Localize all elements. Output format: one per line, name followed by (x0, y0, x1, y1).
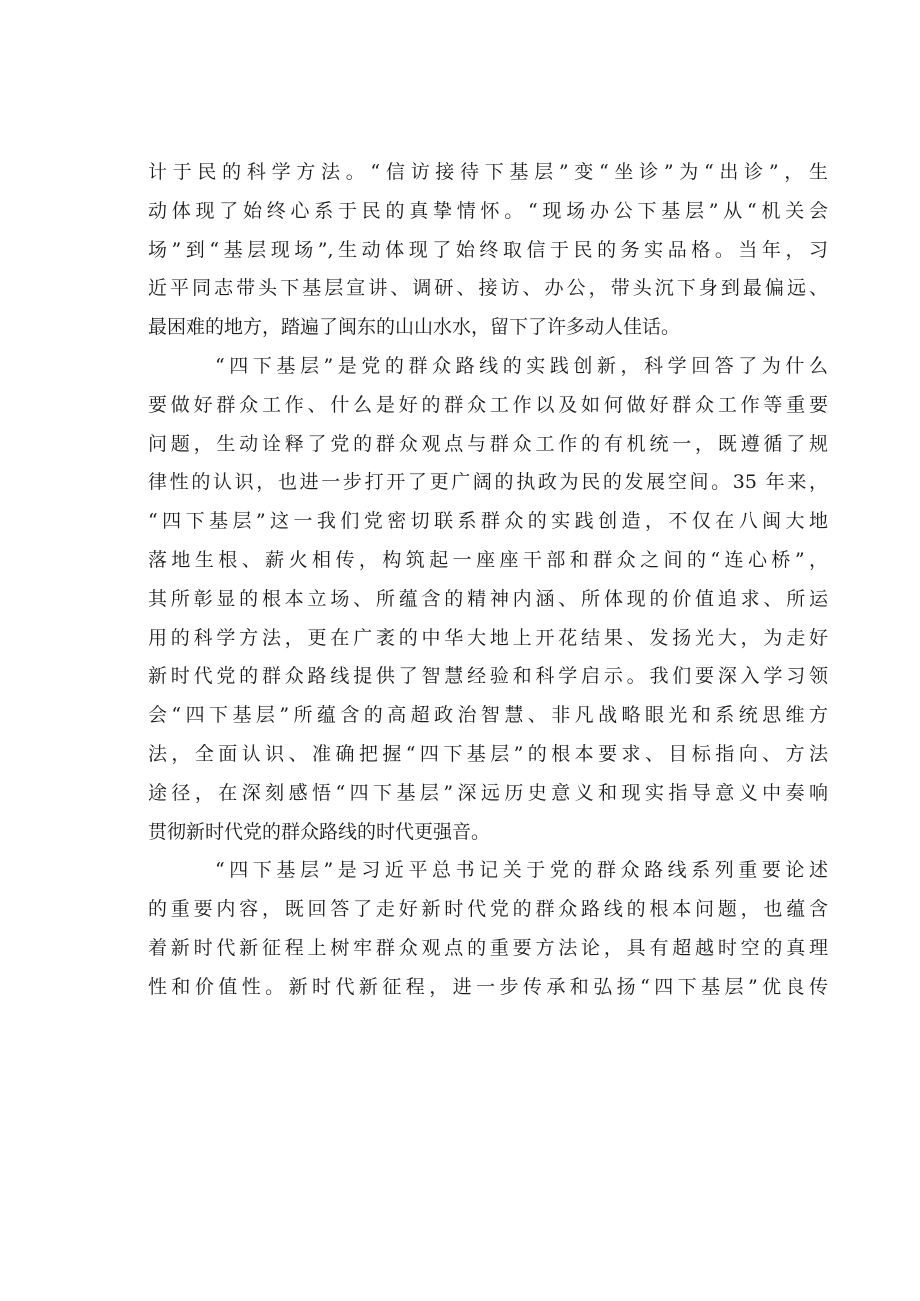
text-line: 用的科学方法，更在广袤的中华大地上开花结果、发扬光大，为走好 (148, 626, 828, 649)
text-line: 性和价值性。新时代新征程，进一步传承和弘扬“四下基层”优良传 (148, 975, 828, 998)
text-line: “四下基层”是习近平总书记关于党的群众路线系列重要论述 (215, 859, 828, 882)
paragraph-3 (148, 851, 828, 1006)
text-line: 动体现了始终心系于民的真挚情怀。“现场办公下基层”从“机关会 (148, 199, 828, 222)
text-line: 新时代党的群众路线提供了智慧经验和科学启示。我们要深入学习领 (148, 665, 828, 688)
body-text (148, 153, 828, 1007)
text-line: 着新时代新征程上树牢群众观点的重要方法论，具有超越时空的真理 (148, 936, 828, 959)
paragraph-1 (148, 153, 828, 347)
text-line: 贯彻新时代党的群众路线的时代更强音。 (148, 820, 491, 843)
text-line: 律性的认识，也进一步打开了更广阔的执政为民的发展空间。35 年来， (148, 471, 828, 494)
text-line: 问题，生动诠释了党的群众观点与群众工作的有机统一，既遵循了规 (148, 432, 828, 455)
text-line: 计于民的科学方法。“信访接待下基层”变“坐诊”为“出诊”，生 (148, 161, 828, 183)
text-line: 的重要内容，既回答了走好新时代党的群众路线的根本问题，也蕴含 (148, 898, 828, 921)
paragraph-2 (148, 347, 828, 851)
text-line: 会“四下基层”所蕴含的高超政治智慧、非凡战略眼光和系统思维方 (148, 704, 828, 727)
text-line: “四下基层”是党的群众路线的实践创新，科学回答了为什么 (215, 354, 828, 377)
text-line: 近平同志带头下基层宣讲、调研、接访、办公，带头沉下身到最偏远、 (148, 277, 828, 300)
text-line: “四下基层”这一我们党密切联系群众的实践创造，不仅在八闽大地 (148, 510, 828, 533)
text-line: 场”到“基层现场”,生动体现了始终取信于民的务实品格。当年，习 (148, 238, 828, 261)
text-line: 要做好群众工作、什么是好的群众工作以及如何做好群众工作等重要 (148, 393, 828, 416)
text-line: 途径，在深刻感悟“四下基层”深远历史意义和现实指导意义中奏响 (148, 781, 828, 804)
text-line: 落地生根、薪火相传，构筑起一座座干部和群众之间的“连心桥”， (148, 548, 828, 571)
text-line: 最困难的地方，踏遍了闽东的山山水水，留下了许多动人佳话。 (148, 316, 681, 339)
text-line: 法，全面认识、准确把握“四下基层”的根本要求、目标指向、方法 (148, 742, 828, 765)
text-line: 其所彰显的根本立场、所蕴含的精神内涵、所体现的价值追求、所运 (148, 587, 828, 610)
